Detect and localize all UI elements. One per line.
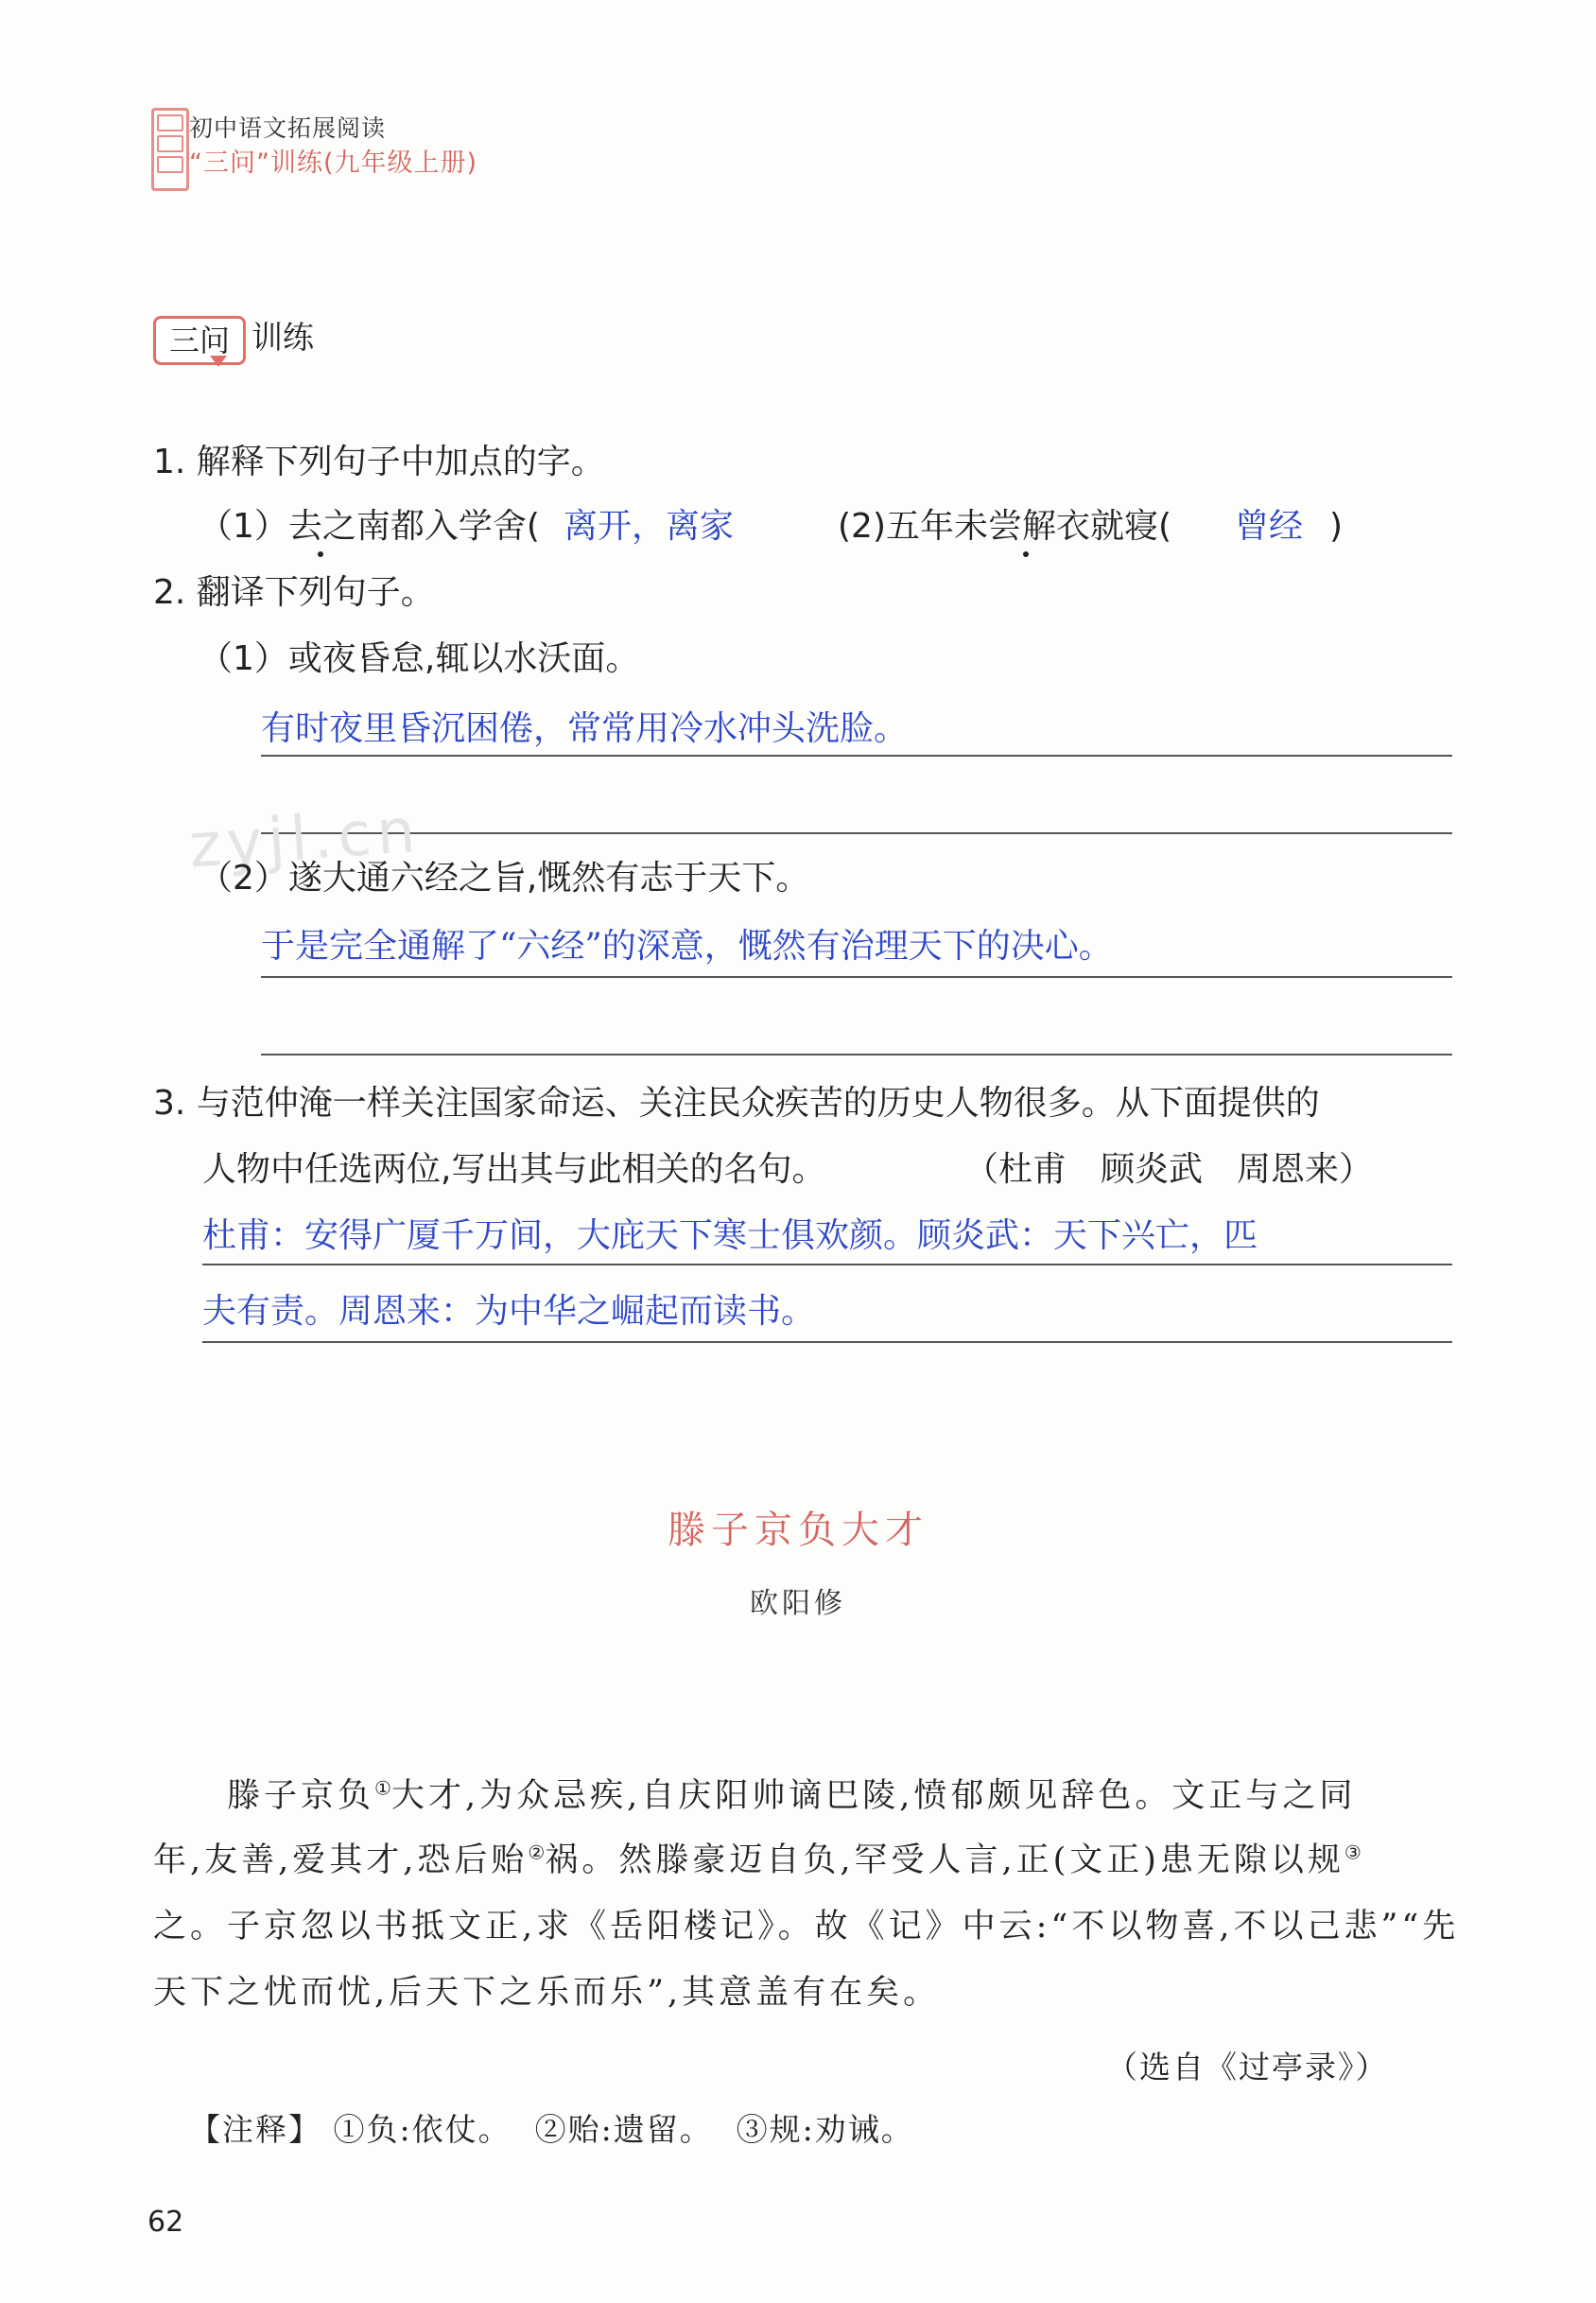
q1-stem: 1. 解释下列句子中加点的字。 <box>153 443 605 481</box>
note-ref-1: ① <box>374 1776 391 1800</box>
passage-source: （选自《过亭录》） <box>1106 2049 1389 2085</box>
passage-line-1: 滕子京负①大才,为众忌疾,自庆阳帅谪巴陵,愤郁颇见辞色。文正与之同 <box>227 1776 1357 1815</box>
passage-author: 欧阳修 <box>750 1587 846 1620</box>
q1-item2-text: (2)五年未尝解衣就寝( <box>838 507 1172 546</box>
answer-line <box>202 1341 1452 1343</box>
q2-item2-answer: 于是完全通解了“六经”的深意，慨然有治理天下的决心。 <box>261 927 1113 966</box>
emphasis-dot <box>1023 551 1029 557</box>
page-number: 62 <box>147 2206 184 2239</box>
passage-line-2: 年,友善,爱其才,恐后贻②祸。然滕豪迈自负,罕受人言,正(文正)患无隙以规③ <box>153 1841 1362 1879</box>
q1-item1-text: （1）去之南都入学舍( <box>199 507 540 546</box>
note-ref-3: ③ <box>1344 1841 1362 1864</box>
answer-line <box>261 1054 1452 1056</box>
q2-item1-answer: 有时夜里昏沉困倦，常常用冷水冲头洗脸。 <box>261 709 909 748</box>
q3-answer-line2: 夫有责。周恩来：为中华之崛起而读书。 <box>202 1292 816 1331</box>
book-subtitle: “三问”训练(九年级上册) <box>189 148 478 178</box>
passage-line-4: 天下之忧而忧,后天下之乐而乐”,其意盖有在矣。 <box>153 1974 941 2012</box>
q1-item2-answer: 曾经 <box>1235 507 1304 546</box>
answer-line <box>261 755 1452 757</box>
q3-options: （杜甫 顾炎武 周恩来） <box>964 1150 1374 1189</box>
watermark: zyjl.cn <box>186 795 424 882</box>
q1-item1-answer: 离开，离家 <box>564 507 735 546</box>
header-logo-icon <box>151 108 189 191</box>
emphasis-dot <box>318 551 323 557</box>
answer-line <box>202 1264 1452 1265</box>
answer-line <box>261 832 1452 834</box>
passage-notes: 【注释】 ①负:依仗。 ②贻:遗留。 ③规:劝诫。 <box>189 2111 914 2148</box>
q2-item2-text: （2）遂大通六经之旨,慨然有志于天下。 <box>199 859 810 898</box>
q2-item1-text: （1）或夜昏怠,辄以水沃面。 <box>199 639 640 678</box>
book-series-title: 初中语文拓展阅读 <box>189 114 387 142</box>
answer-line <box>261 976 1452 978</box>
speech-tail-icon <box>210 356 227 367</box>
q3-stem-line1: 3. 与范仲淹一样关注国家命运、关注民众疾苦的历史人物很多。从下面提供的 <box>153 1084 1320 1123</box>
note-ref-2: ② <box>528 1841 546 1864</box>
q3-stem-line2: 人物中任选两位,写出其与此相关的名句。 <box>202 1150 826 1189</box>
section-title: 训练 <box>252 319 314 356</box>
q1-item2-close: ) <box>1329 507 1344 546</box>
q3-answer-line1: 杜甫：安得广厦千万间，大庇天下寒士俱欢颜。顾炎武：天下兴亡，匹 <box>202 1216 1258 1255</box>
section-badge: 三问 <box>153 316 246 365</box>
q2-stem: 2. 翻译下列句子。 <box>153 573 435 612</box>
passage-line-3: 之。子京忽以书抵文正,求《岳阳楼记》。故《记》中云:“不以物喜,不以己悲”“先 <box>153 1908 1460 1945</box>
passage-title: 滕子京负大才 <box>668 1509 928 1552</box>
